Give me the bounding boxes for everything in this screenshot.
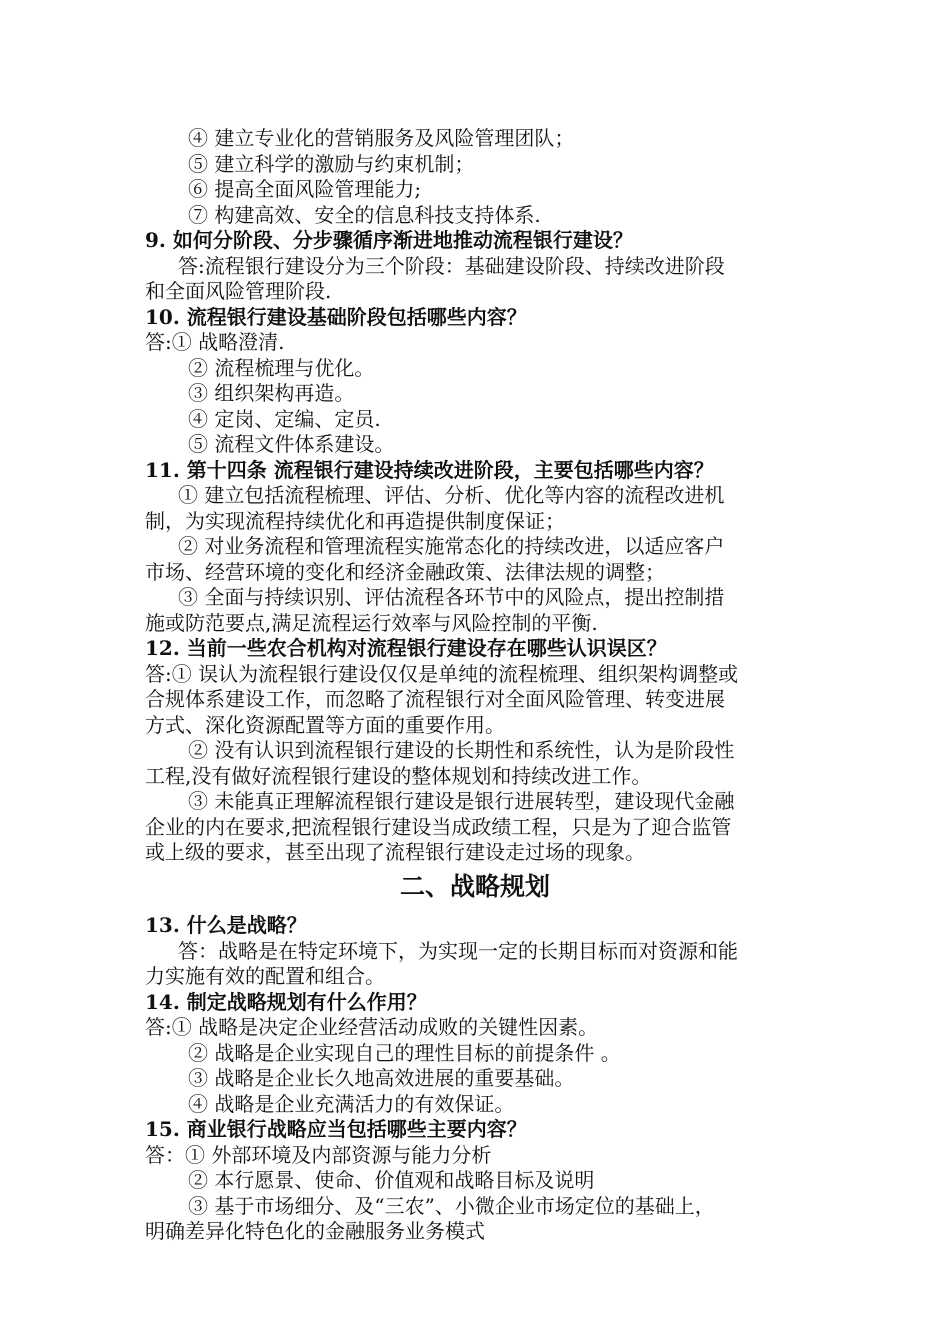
answer-text: 方式、深化资源配置等方面的重要作用。	[145, 713, 505, 737]
answer-text: 或上级的要求，甚至出现了流程银行建设走过场的现象。	[145, 840, 645, 864]
answer-text: 施或防范要点,满足流程运行效率与风险控制的平衡.	[145, 611, 598, 635]
answer-text: 答:① 误认为流程银行建设仅仅是单纯的流程梳理、组织架构调整或	[145, 662, 739, 686]
list-item: ④ 建立专业化的营销服务及风险管理团队；	[188, 126, 575, 150]
answer-text: 答:流程银行建设分为三个阶段：基础建设阶段、持续改进阶段	[178, 254, 725, 278]
answer-text: 力实施有效的配置和组合。	[145, 964, 385, 988]
answer-text: 明确差异化特色化的金融服务业务模式	[145, 1219, 485, 1243]
section-heading: 二、战略规划	[399, 872, 550, 901]
list-item: ③ 战略是企业长久地高效进展的重要基础。	[188, 1066, 575, 1090]
answer-text: 市场、经营环境的变化和经济金融政策、法律法规的调整；	[145, 560, 665, 584]
answer-text: 工程,没有做好流程银行建设的整体规划和持续改进工作。	[145, 764, 652, 788]
list-item: ② 本行愿景、使命、价值观和战略目标及说明	[188, 1168, 595, 1192]
answer-text: ② 没有认识到流程银行建设的长期性和系统性，认为是阶段性	[188, 738, 735, 762]
question-heading: 13. 什么是战略？	[145, 913, 307, 937]
list-item: ② 流程梳理与优化。	[188, 356, 375, 380]
list-item: ④ 定岗、定编、定员.	[188, 407, 381, 431]
answer-text: ① 建立包括流程梳理、评估、分析、优化等内容的流程改进机	[178, 483, 725, 507]
answer-text: 合规体系建设工作，而忽略了流程银行对全面风险管理、转变进展	[145, 687, 725, 711]
question-heading: 14. 制定战略规划有什么作用？	[145, 990, 427, 1014]
question-heading: 15. 商业银行战略应当包括哪些主要内容？	[145, 1117, 527, 1141]
answer-text: ② 对业务流程和管理流程实施常态化的持续改进，以适应客户	[178, 534, 725, 558]
list-item: ⑤ 流程文件体系建设。	[188, 432, 395, 456]
answer-text: 答:① 战略是决定企业经营活动成败的关键性因素。	[145, 1015, 599, 1039]
list-item: ⑤ 建立科学的激励与约束机制；	[188, 152, 475, 176]
answer-text: 企业的内在要求,把流程银行建设当成政绩工程，只是为了迎合监管	[145, 815, 732, 839]
list-item: ④ 战略是企业充满活力的有效保证。	[188, 1092, 515, 1116]
question-heading: 11. 第十四条 流程银行建设持续改进阶段，主要包括哪些内容？	[145, 458, 714, 482]
list-item: ⑦ 构建高效、安全的信息科技支持体系.	[188, 203, 541, 227]
answer-text: 制，为实现流程持续优化和再造提供制度保证；	[145, 509, 565, 533]
answer-text: ③ 未能真正理解流程银行建设是银行进展转型，建设现代金融	[188, 789, 735, 813]
list-item: ③ 组织架构再造。	[188, 381, 355, 405]
answer-text: 和全面风险管理阶段.	[145, 279, 332, 303]
list-item: ② 战略是企业实现自己的理性目标的前提条件 。	[188, 1041, 621, 1065]
question-heading: 9. 如何分阶段、分步骤循序渐进地推动流程银行建设？	[145, 228, 633, 252]
list-item: ⑥ 提高全面风险管理能力;	[188, 177, 422, 201]
question-heading: 12. 当前一些农合机构对流程银行建设存在哪些认识误区？	[145, 636, 667, 660]
list-item: ③ 基于市场细分、及“三农”、小微企业市场定位的基础上，	[188, 1194, 715, 1218]
answer-text: 答:① 战略澄清.	[145, 330, 285, 354]
answer-text: ③ 全面与持续识别、评估流程各环节中的风险点，提出控制措	[178, 585, 725, 609]
answer-text: 答：战略是在特定环境下，为实现一定的长期目标而对资源和能	[178, 939, 738, 963]
answer-text: 答：① 外部环境及内部资源与能力分析	[145, 1143, 492, 1167]
question-heading: 10. 流程银行建设基础阶段包括哪些内容？	[145, 305, 527, 329]
